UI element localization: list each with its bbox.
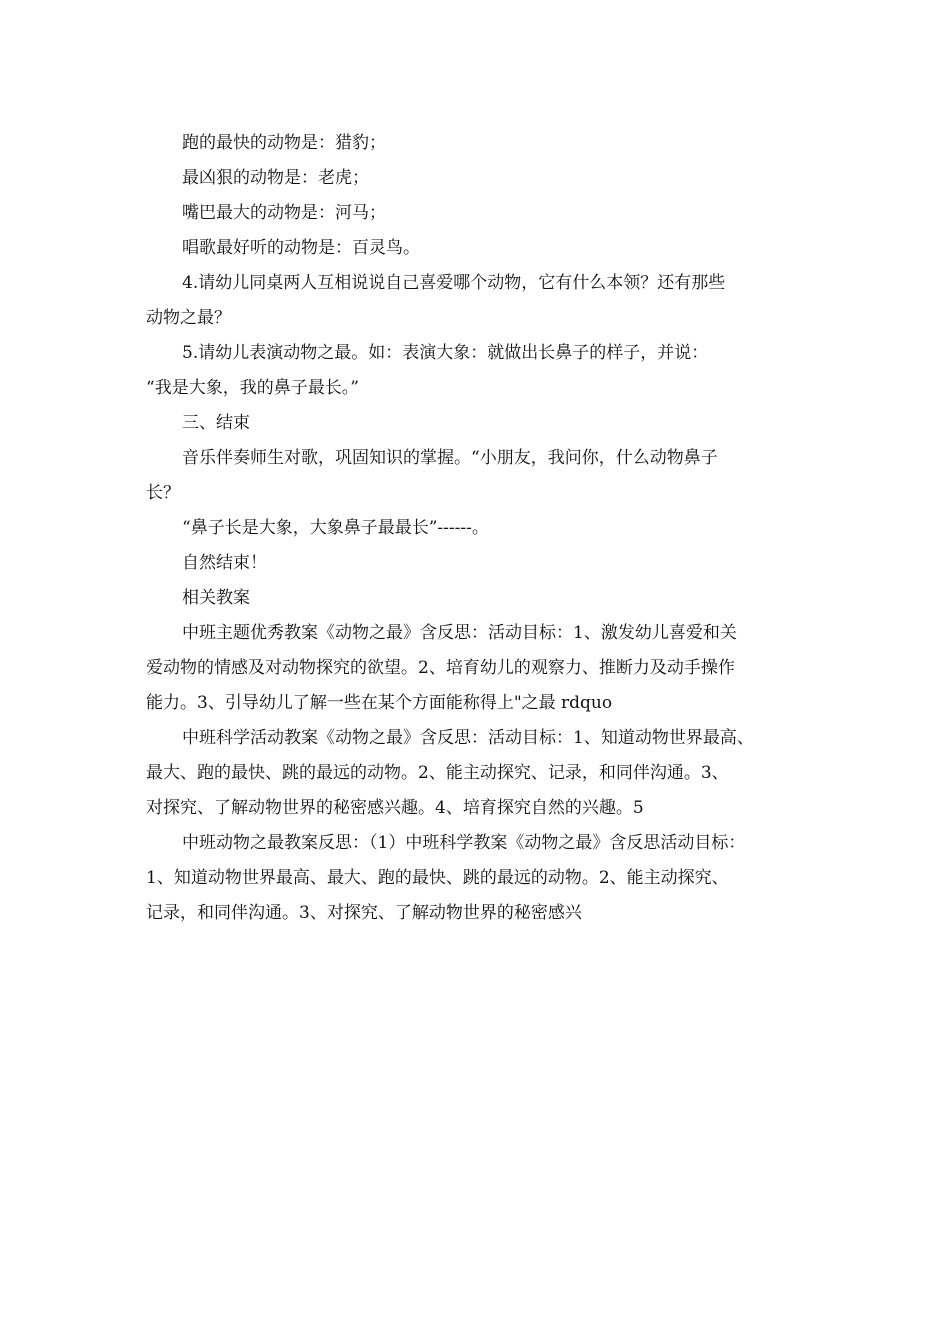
section-heading-ending [146,406,816,441]
text-line: 爱动物的情感及对动物探究的欲望。2、培育幼儿的观察力、推断力及动手操作 [146,658,735,678]
paragraph-music [146,441,816,511]
paragraph-song-line [146,511,816,546]
text-line: 记录，和同伴沟通。3、对探究、了解动物世界的秘密感兴 [146,903,582,923]
text-line: 4.请幼儿同桌两人互相说说自己喜爱哪个动物，它有什么本领？还有那些 [182,273,726,293]
heading-related-plans [146,581,816,616]
text-line: 唱歌最好听的动物是：百灵鸟。 [182,238,420,258]
text-line: 最大、跑的最快、跳的最远的动物。2、能主动探究、记录，和同伴沟通。3、 [146,763,729,783]
text-line: 最凶狠的动物是：老虎； [182,168,369,188]
paragraph-natural-end [146,546,816,581]
text-line: 中班动物之最教案反思：（1）中班科学教案《动物之最》含反思活动目标： [182,833,746,853]
text-line: 1、知道动物世界最高、最大、跑的最快、跳的最远的动物。2、能主动探究、 [146,868,729,888]
text-line: 音乐伴奏师生对歌，巩固知识的掌握。“小朋友，我问你，什么动物鼻子 [182,448,718,468]
text-line: 对探究、了解动物世界的秘密感兴趣。4、培育探究自然的兴趣。5 [146,798,644,818]
paragraph-step-5 [146,336,816,406]
document-body [146,126,816,931]
text-line: 嘴巴最大的动物是：河马； [182,203,386,223]
paragraph-hippo [146,196,816,231]
related-plan-1 [146,616,816,721]
paragraph-step-4 [146,266,816,336]
text-line: 三、结束 [182,413,250,433]
paragraph-lark [146,231,816,266]
paragraph-cheetah [146,126,816,161]
text-line: 自然结束！ [182,553,267,573]
text-line: 5.请幼儿表演动物之最。如：表演大象：就做出长鼻子的样子，并说： [182,343,709,363]
text-line: 中班科学活动教案《动物之最》含反思：活动目标：1、知道动物世界最高、 [182,728,754,748]
text-line: “鼻子长是大象，大象鼻子最最长”------。 [182,518,489,538]
related-plan-3 [146,826,816,931]
paragraph-tiger [146,161,816,196]
text-line: “我是大象，我的鼻子最长。” [146,378,359,398]
related-plan-2 [146,721,816,826]
text-line: 跑的最快的动物是：猎豹； [182,133,386,153]
text-line: 能力。3、引导幼儿了解一些在某个方面能称得上"之最 rdquo [146,693,613,713]
text-line: 中班主题优秀教案《动物之最》含反思：活动目标：1、激发幼儿喜爱和关 [182,623,737,643]
text-line: 相关教案 [182,588,250,608]
text-line: 动物之最？ [146,308,231,328]
text-line: 长？ [146,483,180,503]
